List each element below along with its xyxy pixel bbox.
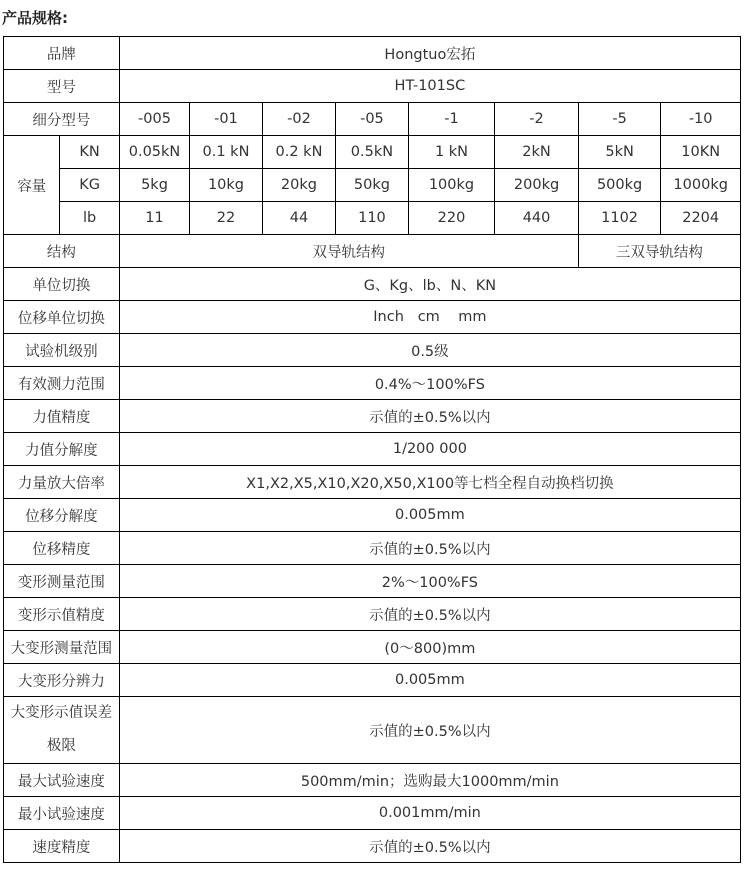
table-row — [4, 664, 741, 697]
structure-value-dual: 双导轨结构 — [119, 235, 578, 268]
row-label: 速度精度 — [4, 830, 120, 863]
row-value: G、Kg、lb、N、KN — [119, 268, 740, 301]
capacity-cell: 22 — [190, 202, 262, 235]
row-label: 试验机级别 — [4, 334, 120, 367]
submodel-cell: -01 — [190, 103, 262, 136]
row-label: 力量放大倍率 — [4, 466, 120, 499]
row-label: 结构 — [4, 235, 120, 268]
row-label: 型号 — [4, 70, 120, 103]
submodel-cell: -1 — [408, 103, 495, 136]
row-value: Inch cm mm — [119, 301, 740, 334]
row-value: 示值的±0.5%以内 — [119, 532, 740, 565]
row-value: 500mm/min；选购最大1000mm/min — [119, 764, 740, 797]
capacity-cell: 10kg — [190, 169, 262, 202]
submodel-cell: -5 — [578, 103, 661, 136]
row-value: Hongtuo宏拓 — [119, 37, 740, 70]
capacity-cell: 1000kg — [661, 169, 741, 202]
row-label: 变形示值精度 — [4, 598, 120, 631]
capacity-cell: 0.05kN — [119, 136, 189, 169]
table-row — [4, 764, 741, 797]
table-row — [4, 565, 741, 598]
capacity-cell: 0.5kN — [336, 136, 408, 169]
capacity-cell: 0.2 kN — [262, 136, 335, 169]
row-value: 0.005mm — [119, 664, 740, 697]
unit-cell: lb — [60, 202, 119, 235]
table-row — [4, 400, 741, 433]
row-value: X1,X2,X5,X10,X20,X50,X100等七档全程自动换档切换 — [119, 466, 740, 499]
row-value: 示值的±0.5%以内 — [119, 598, 740, 631]
submodel-cell: -2 — [495, 103, 579, 136]
row-value: (0～800)mm — [119, 631, 740, 664]
capacity-cell: 50kg — [336, 169, 408, 202]
row-label: 位移精度 — [4, 532, 120, 565]
row-value: 示值的±0.5%以内 — [119, 830, 740, 863]
capacity-cell: 440 — [495, 202, 579, 235]
row-value: 示值的±0.5%以内 — [119, 400, 740, 433]
row-label: 大变形分辨力 — [4, 664, 120, 697]
structure-value-triple: 三双导轨结构 — [578, 235, 740, 268]
capacity-cell: 2204 — [661, 202, 741, 235]
row-value: 0.4%～100%FS — [119, 367, 740, 400]
row-value: 示值的±0.5%以内 — [119, 697, 740, 764]
table-row-big-limit — [4, 697, 741, 764]
table-row-capacity-kn — [4, 136, 741, 169]
capacity-cell: 10KN — [661, 136, 741, 169]
spec-table — [3, 36, 741, 863]
capacity-cell: 110 — [336, 202, 408, 235]
capacity-cell: 200kg — [495, 169, 579, 202]
table-row-structure — [4, 235, 741, 268]
row-label: 有效测力范围 — [4, 367, 120, 400]
table-row — [4, 830, 741, 863]
capacity-cell: 100kg — [408, 169, 495, 202]
table-row-brand — [4, 37, 741, 70]
section-heading: 产品规格: — [2, 9, 68, 27]
capacity-label: 容量 — [4, 136, 60, 235]
capacity-cell: 20kg — [262, 169, 335, 202]
table-row-capacity-kg — [4, 169, 741, 202]
capacity-cell: 220 — [408, 202, 495, 235]
table-row — [4, 334, 741, 367]
submodel-cell: -02 — [262, 103, 335, 136]
capacity-cell: 1 kN — [408, 136, 495, 169]
row-label: 大变形示值误差极限 — [4, 697, 120, 764]
capacity-cell: 2kN — [495, 136, 579, 169]
table-row-capacity-lb — [4, 202, 741, 235]
capacity-cell: 0.1 kN — [190, 136, 262, 169]
capacity-cell: 44 — [262, 202, 335, 235]
table-row — [4, 433, 741, 466]
row-label: 细分型号 — [4, 103, 120, 136]
row-value: 0.005mm — [119, 499, 740, 532]
table-row — [4, 532, 741, 565]
table-row — [4, 797, 741, 830]
row-label: 品牌 — [4, 37, 120, 70]
table-row-model — [4, 70, 741, 103]
row-label: 单位切换 — [4, 268, 120, 301]
table-row — [4, 466, 741, 499]
submodel-cell: -05 — [336, 103, 408, 136]
row-label: 最大试验速度 — [4, 764, 120, 797]
row-label: 最小试验速度 — [4, 797, 120, 830]
table-row — [4, 598, 741, 631]
row-value: 2%～100%FS — [119, 565, 740, 598]
table-row-submodel — [4, 103, 741, 136]
submodel-cell: -10 — [661, 103, 741, 136]
table-row — [4, 301, 741, 334]
row-label: 力值分解度 — [4, 433, 120, 466]
table-row — [4, 268, 741, 301]
row-label: 位移分解度 — [4, 499, 120, 532]
row-label: 力值精度 — [4, 400, 120, 433]
capacity-cell: 1102 — [578, 202, 661, 235]
capacity-cell: 500kg — [578, 169, 661, 202]
capacity-cell: 11 — [119, 202, 189, 235]
unit-cell: KN — [60, 136, 119, 169]
table-row — [4, 367, 741, 400]
row-value: 0.001mm/min — [119, 797, 740, 830]
table-row — [4, 499, 741, 532]
row-value: 0.5级 — [119, 334, 740, 367]
table-row — [4, 631, 741, 664]
row-value: HT-101SC — [119, 70, 740, 103]
submodel-cell: -005 — [119, 103, 189, 136]
capacity-cell: 5kN — [578, 136, 661, 169]
capacity-cell: 5kg — [119, 169, 189, 202]
row-label: 大变形测量范围 — [4, 631, 120, 664]
row-value: 1/200 000 — [119, 433, 740, 466]
row-label: 位移单位切换 — [4, 301, 120, 334]
unit-cell: KG — [60, 169, 119, 202]
row-label: 变形测量范围 — [4, 565, 120, 598]
